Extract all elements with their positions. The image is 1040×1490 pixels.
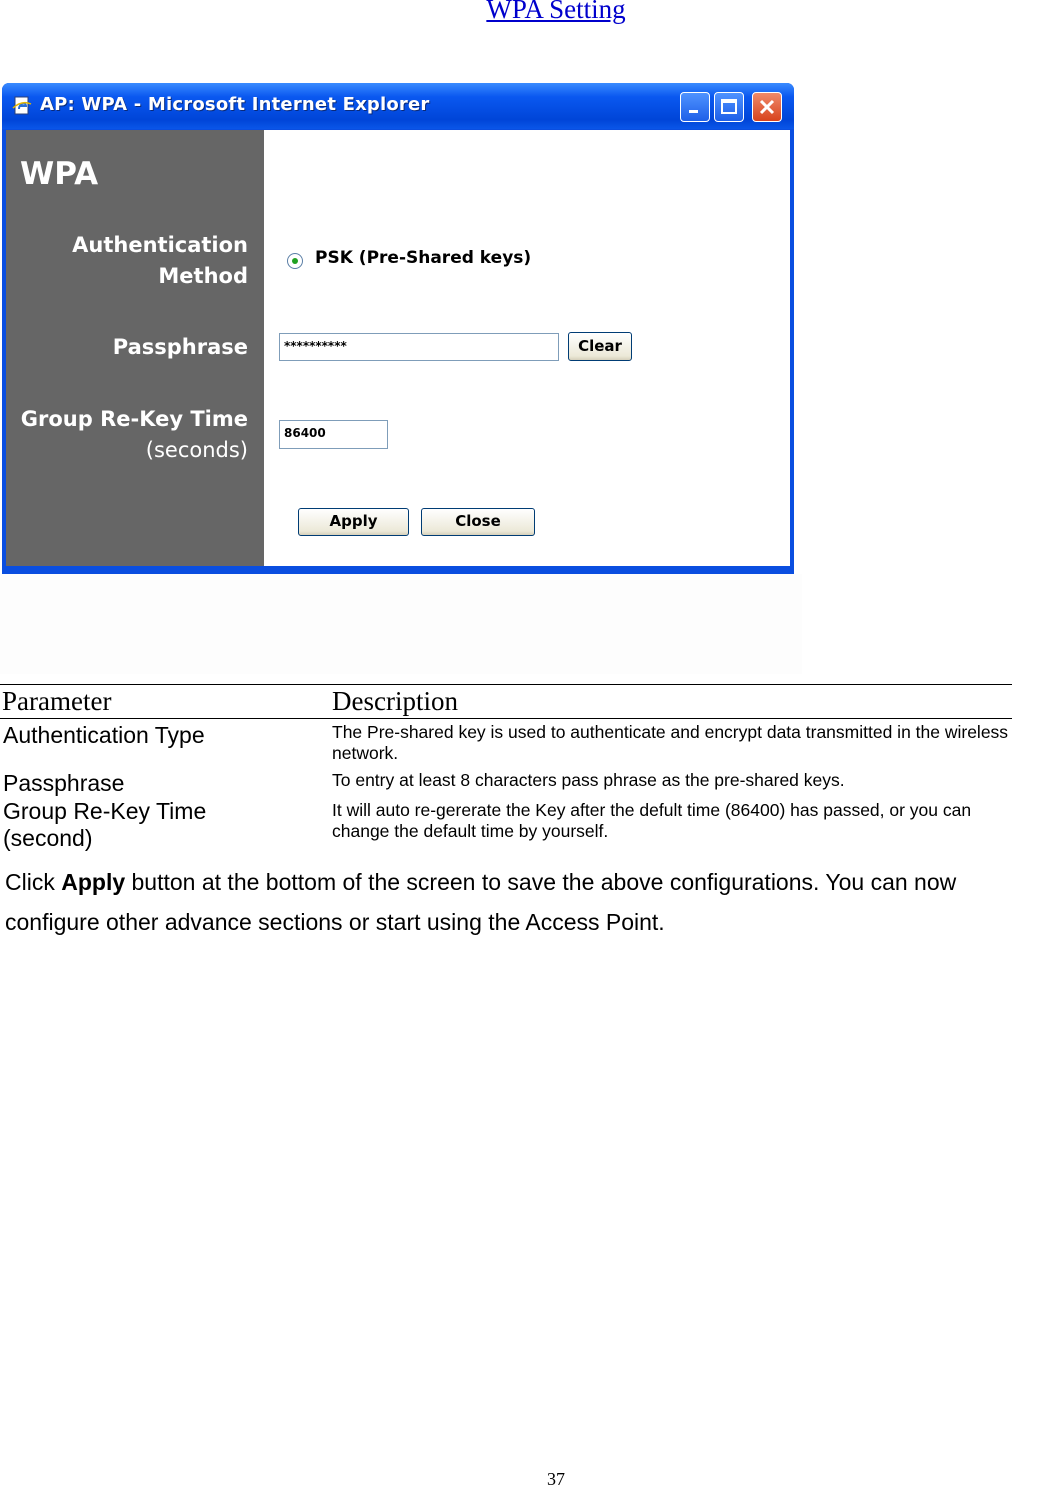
page-title: WPA Setting — [486, 0, 626, 24]
table-header-description: Description — [332, 686, 458, 716]
apply-emphasis: Apply — [61, 869, 126, 895]
ie-window — [2, 83, 794, 574]
rekey-label: Group Re-Key Time — [20, 407, 248, 431]
label-sidebar — [6, 130, 264, 566]
table-row-param: Passphrase — [3, 770, 125, 796]
minimize-icon — [681, 93, 709, 121]
psk-radio[interactable] — [287, 253, 303, 269]
rekey-unit-label: (seconds) — [145, 438, 248, 462]
close-window-button[interactable] — [752, 92, 782, 122]
table-row-desc: To entry at least 8 characters pass phrase as the pre-shared keys. — [332, 770, 845, 790]
window-titlebar[interactable] — [2, 83, 794, 129]
clear-button[interactable]: Clear — [568, 332, 632, 361]
instruction-paragraph: Click Apply button at the bottom of the screen to save the above configurations. You can now configure other advance sections or start using the Access Point. — [5, 869, 957, 935]
page-number: 37 — [547, 1469, 565, 1489]
table-row-param: Group Re-Key Time (second) — [3, 798, 207, 851]
psk-radio-label[interactable]: PSK (Pre-Shared keys) — [315, 248, 532, 268]
table-top-rule — [0, 684, 1012, 685]
close-button[interactable]: Close — [421, 508, 535, 536]
passphrase-input[interactable]: ********** — [279, 333, 559, 361]
table-row-desc: It will auto re-gererate the Key after the defult time (86400) has passed, or you can change the default time by yourself. — [332, 800, 972, 841]
image-margin — [0, 574, 802, 674]
table-row-desc: The Pre-shared key is used to authenticate and encrypt data transmitted in the wireless network. — [332, 722, 1009, 763]
maximize-icon — [715, 93, 743, 121]
window-title: AP: WPA - Microsoft Internet Explorer — [40, 94, 430, 115]
apply-button[interactable]: Apply — [298, 508, 409, 536]
maximize-button[interactable] — [714, 92, 744, 122]
table-header-rule — [0, 718, 1012, 719]
rekey-time-input[interactable]: 86400 — [279, 420, 388, 449]
close-icon — [753, 93, 781, 121]
minimize-button[interactable] — [680, 92, 710, 122]
table-header-parameter: Parameter — [2, 686, 112, 716]
ie-page-icon — [11, 95, 33, 117]
wpa-form-panel — [6, 130, 790, 566]
form-heading: WPA — [20, 156, 99, 192]
auth-method-label: Authentication Method — [72, 233, 248, 288]
passphrase-label: Passphrase — [112, 335, 248, 359]
table-row-param: Authentication Type — [3, 722, 205, 748]
